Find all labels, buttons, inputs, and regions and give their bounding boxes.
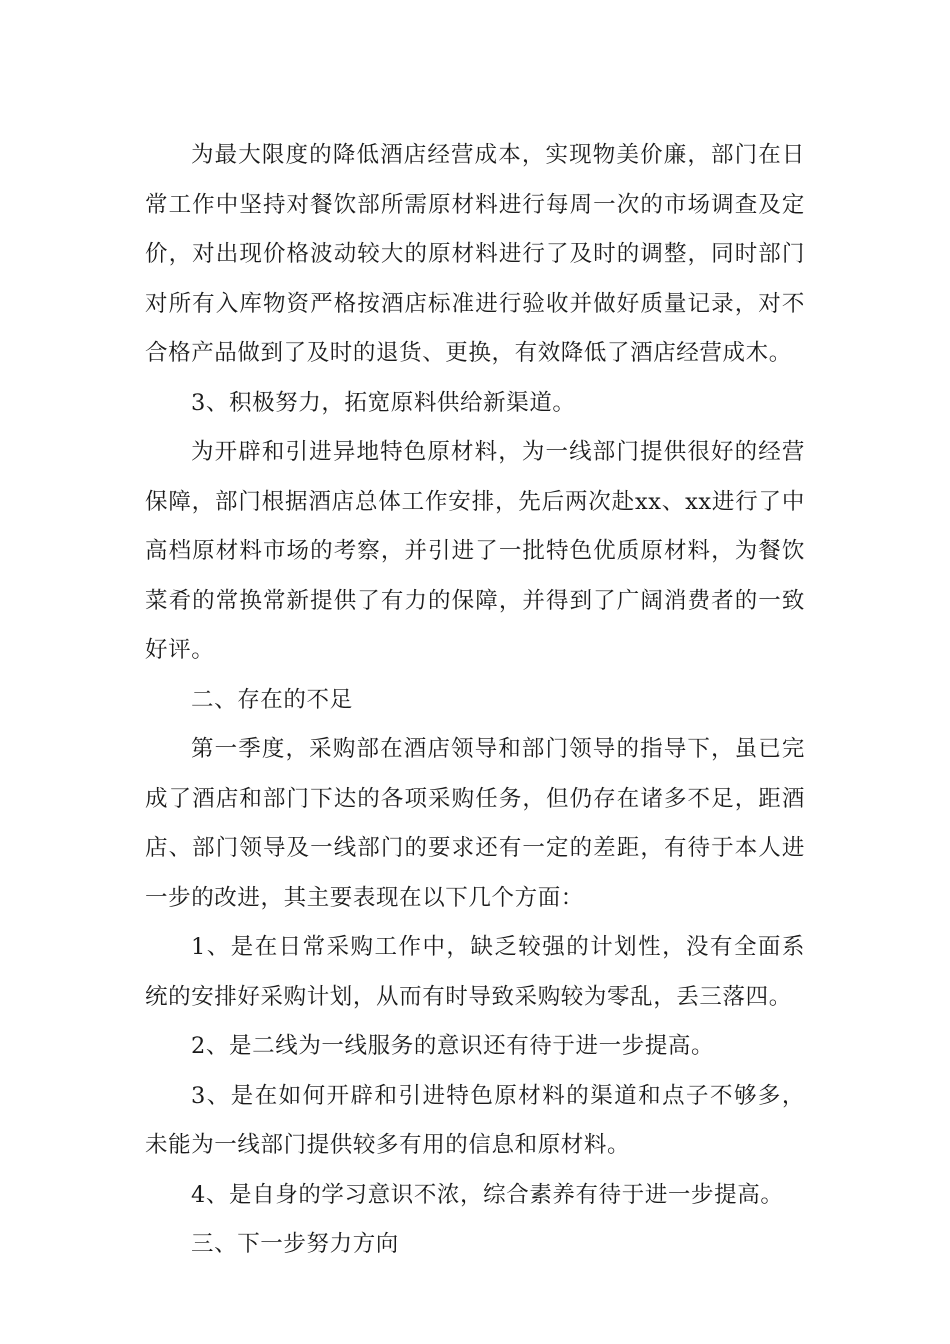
paragraph-first-quarter: 第一季度，采购部在酒店领导和部门领导的指导下，虽已完成了酒店和部门下达的各项采购任务，但仍存在诸多不足，距酒店、部门领导及一线部门的要求还有一定的差距，有待于本人进一步的改进，其主要表现在以下几个方面： [145, 736, 805, 911]
document-body [145, 131, 805, 1270]
section-heading-shortcomings: 二、存在的不足 [191, 686, 353, 713]
list-item-planning: 1、是在日常采购工作中，缺乏较强的计划性，没有全面系统的安排好采购计划，从而有时导致采购较为零乱，丢三落四。 [145, 934, 805, 1010]
paragraph-heading-expand-channels: 3、积极努力，拓宽原料供给新渠道。 [191, 389, 576, 416]
list-item-sourcing-channels: 3、是在如何开辟和引进特色原材料的渠道和点子不够多，未能为一线部门提供较多有用的信息和原材料。 [145, 1082, 805, 1158]
paragraph-specialty-materials: 为开辟和引进异地特色原材料，为一线部门提供很好的经营保障，部门根据酒店总体工作安排，先后两次赴xx、xx进行了中高档原材料市场的考察，并引进了一批特色优质原材料，为餐饮菜肴的常换常新提供了有力的保障，并得到了广阔消费者的一致好评。 [145, 439, 805, 663]
list-item-self-learning: 4、是自身的学习意识不浓，综合素养有待于进一步提高。 [191, 1181, 784, 1208]
paragraph-cost-control: 为最大限度的降低酒店经营成本，实现物美价廉，部门在日常工作中坚持对餐饮部所需原材料进行每周一次的市场调查及定价，对出现价格波动较大的原材料进行了及时的调整，同时部门对所有入库物资严格按酒店标准进行验收并做好质量记录，对不合格产品做到了及时的退货、更换，有效降低了酒店经营成木。 [145, 142, 805, 366]
section-heading-next-steps: 三、下一步努力方向 [191, 1231, 399, 1257]
list-item-service-awareness: 2、是二线为一线服务的意识还有待于进一步提高。 [191, 1033, 715, 1059]
